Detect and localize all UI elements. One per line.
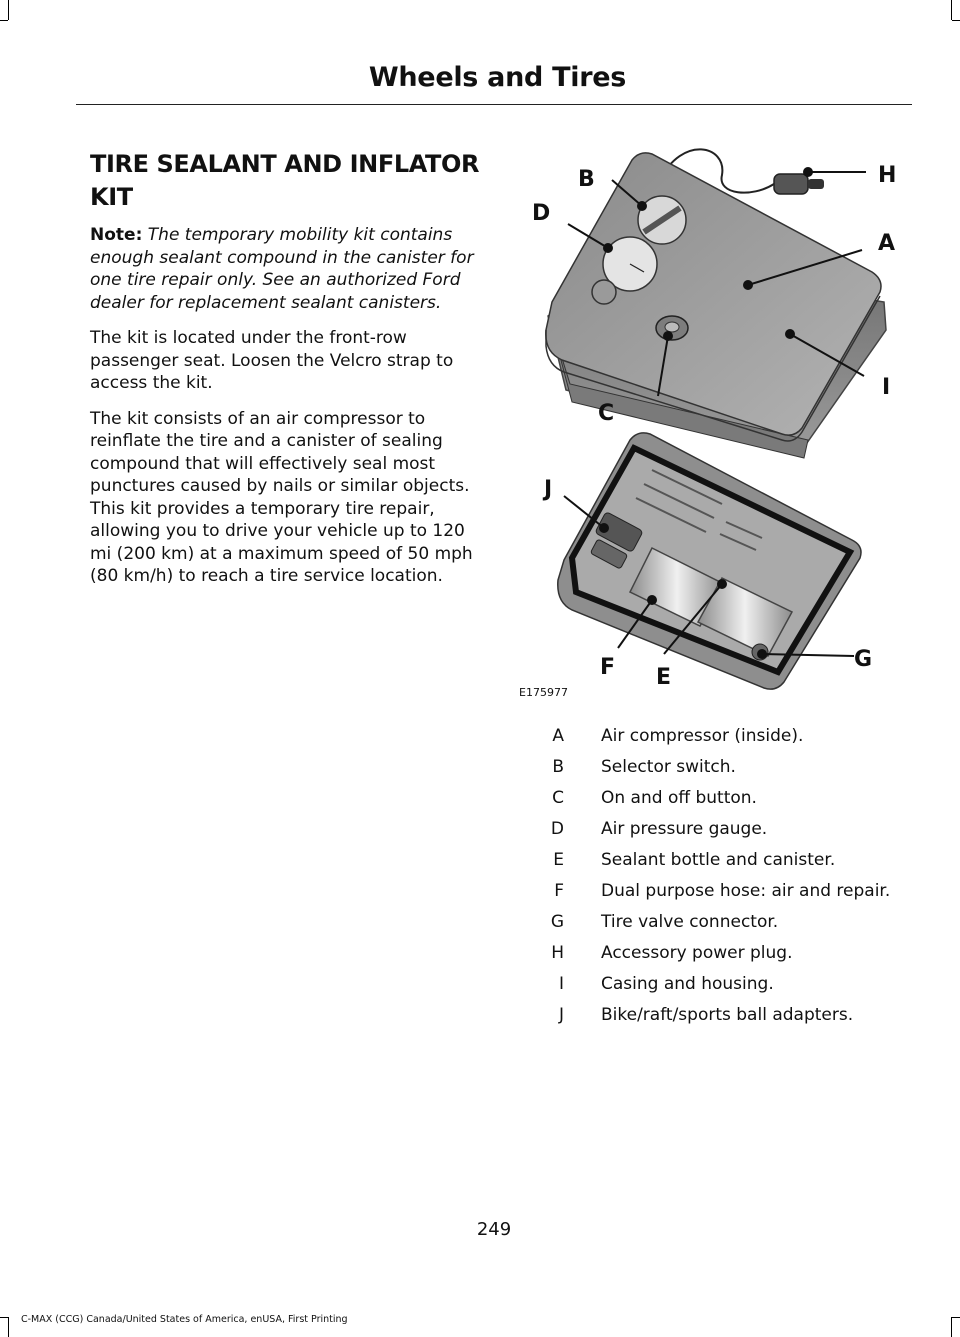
legend-item	[520, 1005, 920, 1026]
legend-description: Sealant bottle and canister.	[601, 850, 836, 870]
page-number: 249	[476, 1219, 512, 1240]
note-text: The temporary mobility kit contains enough sealant compound in the canister for one tire repair only. See an authorized Ford dealer for replacement sealant canisters.	[90, 225, 474, 313]
legend-description: Tire valve connector.	[601, 912, 779, 932]
section-title-line: KIT	[90, 183, 133, 211]
legend-key: J	[558, 1005, 564, 1025]
footer-text: C-MAX (CCG) Canada/United States of America, enUSA, First Printing	[21, 1314, 348, 1325]
callout-c: C	[598, 401, 615, 426]
crop-mark	[8, 0, 9, 20]
section-title	[90, 148, 490, 214]
note-paragraph	[90, 224, 480, 314]
legend-description: Accessory power plug.	[601, 943, 793, 963]
power-plug	[774, 174, 824, 194]
paragraph: The kit is located under the front-row passenger seat. Loosen the Velcro strap to access the kit.	[90, 328, 454, 393]
legend-item	[520, 757, 920, 778]
callout-d: D	[532, 201, 551, 226]
callout-i: I	[882, 375, 891, 400]
note-label: Note:	[90, 225, 143, 245]
callout-f: F	[600, 655, 616, 680]
legend-description: Air compressor (inside).	[601, 726, 804, 746]
crop-mark	[952, 20, 960, 21]
callout-e: E	[656, 665, 672, 690]
legend-item	[520, 788, 920, 809]
crop-mark	[0, 20, 8, 21]
paragraph: The kit consists of an air compressor to reinflate the tire and a canister of sealing compound that will effectively seal most punctures caused by nails or similar objects. This kit provides a temporary tire repair, allowing you to drive your vehicle up to 120 mi (200 km) at a maximum speed of 50 mph (80 km/h) to reach a tire service location.	[90, 408, 473, 586]
figure-code: E175977	[519, 686, 568, 699]
legend-item	[520, 726, 920, 747]
kit-illustration	[512, 140, 922, 700]
figure-legend	[520, 726, 920, 1036]
legend-description: Selector switch.	[601, 757, 736, 777]
legend-item	[520, 819, 920, 840]
callout-h: H	[878, 163, 897, 188]
port-cap	[592, 280, 616, 304]
callout-g: G	[854, 647, 873, 672]
header-divider	[76, 104, 912, 105]
legend-item	[520, 850, 920, 871]
legend-key: E	[553, 850, 564, 870]
crop-mark	[951, 0, 952, 20]
crop-mark	[951, 1317, 952, 1337]
legend-description: Bike/raft/sports ball adapters.	[601, 1005, 854, 1025]
callout-a: A	[878, 231, 896, 256]
legend-item	[520, 912, 920, 933]
legend-item	[520, 943, 920, 964]
crop-mark	[0, 1317, 8, 1318]
crop-mark	[952, 1317, 960, 1318]
legend-key: B	[552, 757, 564, 777]
legend-key: G	[550, 912, 564, 932]
legend-description: On and off button.	[601, 788, 757, 808]
page-header-title: Wheels and Tires	[368, 62, 626, 93]
legend-description: Casing and housing.	[601, 974, 774, 994]
body-text	[90, 224, 480, 601]
legend-description: Air pressure gauge.	[601, 819, 768, 839]
legend-item	[520, 881, 920, 902]
legend-description: Dual purpose hose: air and repair.	[601, 881, 891, 901]
legend-key: F	[554, 881, 564, 901]
legend-key: A	[552, 726, 564, 746]
legend-key: H	[551, 943, 564, 963]
legend-item	[520, 974, 920, 995]
callout-b: B	[578, 167, 595, 192]
callout-j: J	[544, 477, 553, 502]
legend-key: C	[552, 788, 564, 808]
section-title-line: TIRE SEALANT AND INFLATOR	[90, 150, 480, 178]
legend-key: I	[558, 974, 564, 994]
legend-key: D	[550, 819, 564, 839]
crop-mark	[8, 1317, 9, 1337]
